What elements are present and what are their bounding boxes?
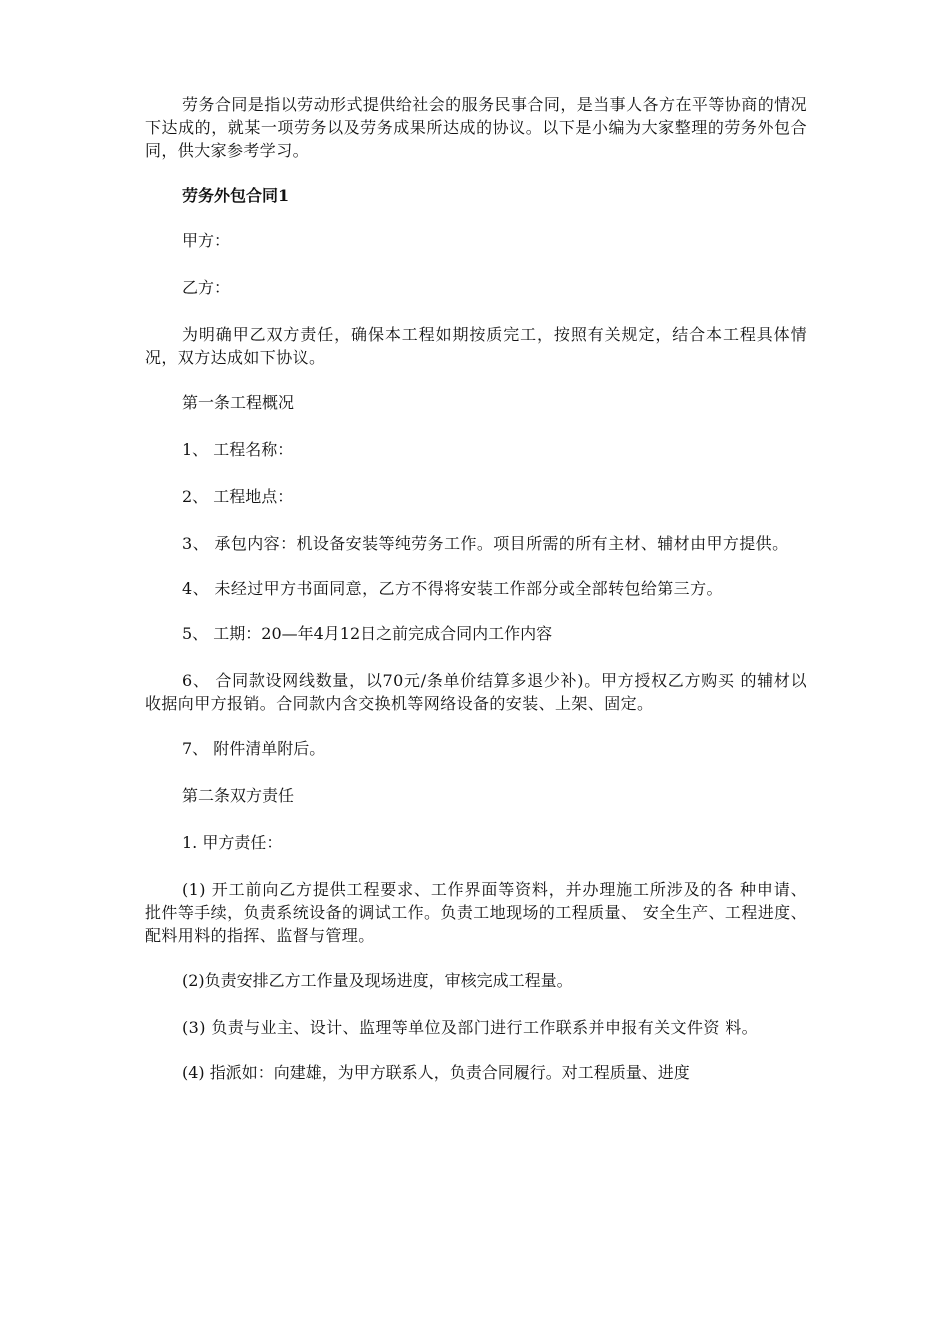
item-6: 6、 合同款设网线数量，以70元/条单价结算多退少补)。甲方授权乙方购买 的辅材以收据向甲方报销。合同款内含交换机等网络设备的安装、上架、固定。 [145,671,807,713]
article-1-heading: 第一条工程概况 [182,393,295,412]
party-a-label: 甲方： [182,231,231,250]
party-b-label: 乙方： [182,278,231,297]
sub-item-3: (3) 负责与业主、设计、监理等单位及部门进行工作联系并申报有关文件资 料。 [182,1018,759,1037]
item-1: 1、 工程名称： [182,440,294,459]
article-2-heading: 第二条双方责任 [182,786,295,805]
preamble-paragraph: 为明确甲乙双方责任，确保本工程如期按质完工，按照有关规定，结合本工程具体情况，双方达成如下协议。 [145,325,807,367]
item-4: 4、 未经过甲方书面同意，乙方不得将安装工作部分或全部转包给第三方。 [182,579,723,598]
intro-paragraph: 劳务合同是指以劳动形式提供给社会的服务民事合同，是当事人各方在平等协商的情况下达成的，就某一项劳务以及劳务成果所达成的协议。以下是小编为大家整理的劳务外包合同，供大家参考学习。 [145,95,807,160]
document-page [145,93,807,1108]
item-2: 2、 工程地点： [182,487,294,506]
item-5: 5、 工期：20—年4月12日之前完成合同内工作内容 [182,624,553,643]
contract-title: 劳务外包合同1 [182,186,290,205]
sub-item-1: (1) 开工前向乙方提供工程要求、工作界面等资料，并办理施工所涉及的各 种申请、批件等手续，负责系统设备的调试工作。负责工地现场的工程质量、 安全生产、工程进度、配料用料的指挥、监督与管理。 [145,880,807,945]
item-3: 3、 承包内容：机设备安装等纯劳务工作。项目所需的所有主材、辅材由甲方提供。 [182,534,789,553]
sub-item-4: (4) 指派如：向建雄，为甲方联系人，负责合同履行。对工程质量、进度 [182,1063,690,1082]
item-7: 7、 附件清单附后。 [182,739,326,758]
sub-item-2: (2)负责安排乙方工作量及现场进度，审核完成工程量。 [182,971,573,990]
party-a-responsibility-heading: 1. 甲方责任： [182,833,283,852]
